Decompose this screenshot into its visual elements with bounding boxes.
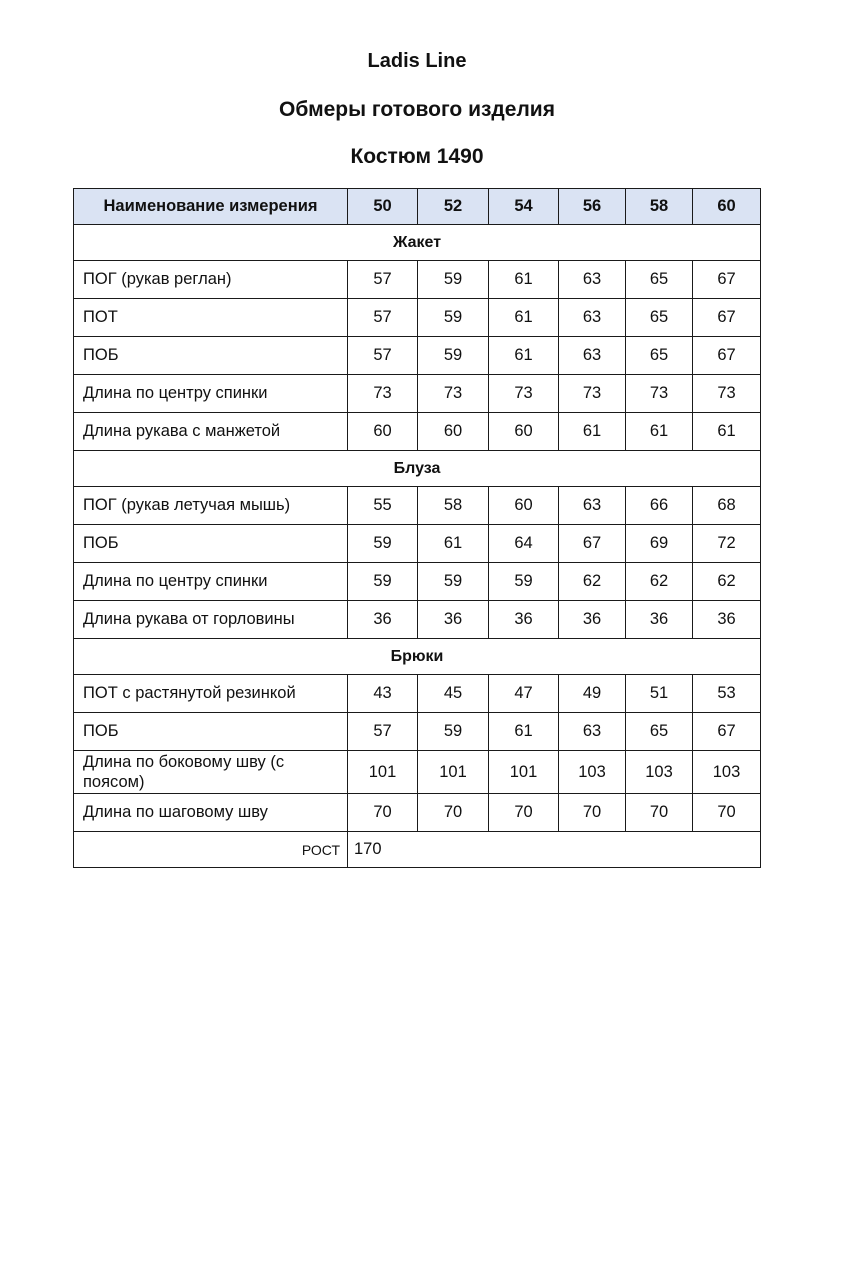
section-row-jacket <box>74 225 761 261</box>
height-label: РОСТ <box>74 832 348 868</box>
measurement-value: 65 <box>626 299 693 337</box>
product-title: Костюм 1490 <box>350 145 484 168</box>
measurement-value: 59 <box>418 299 489 337</box>
header-size: 56 <box>559 189 626 225</box>
brand-name: Ladis Line <box>367 50 467 72</box>
measurement-value: 57 <box>348 337 418 375</box>
measurement-value: 47 <box>489 675 559 713</box>
measurement-value: 59 <box>348 525 418 563</box>
measurement-value: 70 <box>418 794 489 832</box>
table-row <box>74 413 761 451</box>
measurement-value: 65 <box>626 261 693 299</box>
measurement-name: Длина рукава с манжетой <box>74 413 348 451</box>
section-row-trousers <box>74 639 761 675</box>
header-measurement-name: Наименование измерения <box>74 189 348 225</box>
table-row <box>74 299 761 337</box>
measurement-value: 70 <box>489 794 559 832</box>
measurement-value: 36 <box>626 601 693 639</box>
section-title: Блуза <box>74 451 761 487</box>
measurement-value: 73 <box>693 375 761 413</box>
measurement-value: 70 <box>348 794 418 832</box>
measurement-value: 51 <box>626 675 693 713</box>
measurement-value: 69 <box>626 525 693 563</box>
measurement-value: 67 <box>693 261 761 299</box>
measurement-value: 67 <box>559 525 626 563</box>
measurement-value: 73 <box>489 375 559 413</box>
measurement-value: 59 <box>418 713 489 751</box>
measurement-value: 63 <box>559 261 626 299</box>
height-row <box>74 832 761 868</box>
measurement-name: Длина рукава от горловины <box>74 601 348 639</box>
measurement-value: 62 <box>626 563 693 601</box>
measurement-value: 67 <box>693 713 761 751</box>
section-title: Брюки <box>74 639 761 675</box>
measurement-name: ПОБ <box>74 525 348 563</box>
measurement-value: 61 <box>418 525 489 563</box>
measurement-value: 36 <box>559 601 626 639</box>
header-size: 60 <box>693 189 761 225</box>
measurement-value: 70 <box>626 794 693 832</box>
measurement-value: 36 <box>418 601 489 639</box>
height-value: 170 <box>348 832 418 868</box>
measurement-name: ПОГ (рукав реглан) <box>74 261 348 299</box>
measurement-value: 68 <box>693 487 761 525</box>
measurement-value: 73 <box>348 375 418 413</box>
measurement-value: 36 <box>489 601 559 639</box>
table-row <box>74 375 761 413</box>
table-row <box>74 794 761 832</box>
measurement-value: 101 <box>418 751 489 794</box>
measurement-name: ПОБ <box>74 337 348 375</box>
measurement-name: Длина по центру спинки <box>74 375 348 413</box>
measurement-value: 59 <box>489 563 559 601</box>
measurement-value: 57 <box>348 261 418 299</box>
measurement-value: 59 <box>418 261 489 299</box>
header-size: 58 <box>626 189 693 225</box>
measurement-value: 59 <box>418 563 489 601</box>
measurement-value: 61 <box>559 413 626 451</box>
measurement-value: 65 <box>626 713 693 751</box>
measurement-value: 45 <box>418 675 489 713</box>
table-row <box>74 601 761 639</box>
measurements-table <box>73 188 761 868</box>
measurement-value: 101 <box>489 751 559 794</box>
measurement-value: 61 <box>489 261 559 299</box>
measurement-value: 63 <box>559 337 626 375</box>
header-size: 54 <box>489 189 559 225</box>
section-row-blouse <box>74 451 761 487</box>
measurement-value: 59 <box>348 563 418 601</box>
measurement-value: 61 <box>626 413 693 451</box>
measurement-value: 62 <box>559 563 626 601</box>
table-row <box>74 751 761 794</box>
measurement-value: 103 <box>559 751 626 794</box>
measurement-value: 60 <box>348 413 418 451</box>
header-size: 50 <box>348 189 418 225</box>
measurement-value: 67 <box>693 337 761 375</box>
measurement-name: ПОБ <box>74 713 348 751</box>
measurement-value: 60 <box>489 413 559 451</box>
measurement-value: 61 <box>693 413 761 451</box>
measurement-value: 59 <box>418 337 489 375</box>
measurement-value: 58 <box>418 487 489 525</box>
measurement-value: 63 <box>559 299 626 337</box>
measurement-value: 103 <box>693 751 761 794</box>
measurement-value: 60 <box>418 413 489 451</box>
measurement-value: 63 <box>559 713 626 751</box>
measurement-value: 43 <box>348 675 418 713</box>
measurement-value: 67 <box>693 299 761 337</box>
measurement-name: ПОТ с растянутой резинкой <box>74 675 348 713</box>
measurement-value: 70 <box>693 794 761 832</box>
measurement-value: 63 <box>559 487 626 525</box>
header-size: 52 <box>418 189 489 225</box>
measurement-value: 72 <box>693 525 761 563</box>
measurement-value: 57 <box>348 299 418 337</box>
table-header-row <box>74 189 761 225</box>
table-row <box>74 261 761 299</box>
measurement-value: 36 <box>348 601 418 639</box>
measurement-value: 36 <box>693 601 761 639</box>
measurement-value: 53 <box>693 675 761 713</box>
measurement-value: 103 <box>626 751 693 794</box>
measurement-value: 101 <box>348 751 418 794</box>
measurement-value: 61 <box>489 299 559 337</box>
measurement-value: 70 <box>559 794 626 832</box>
measurement-value: 49 <box>559 675 626 713</box>
height-row-empty <box>418 832 761 868</box>
measurement-name: Длина по шаговому шву <box>74 794 348 832</box>
measurement-name: ПОТ <box>74 299 348 337</box>
document-subtitle: Обмеры готового изделия <box>279 98 555 121</box>
measurement-value: 73 <box>626 375 693 413</box>
measurement-value: 65 <box>626 337 693 375</box>
measurement-name: ПОГ (рукав летучая мышь) <box>74 487 348 525</box>
measurement-value: 61 <box>489 337 559 375</box>
measurement-value: 55 <box>348 487 418 525</box>
measurement-value: 61 <box>489 713 559 751</box>
table-row <box>74 713 761 751</box>
table-row <box>74 337 761 375</box>
measurement-value: 62 <box>693 563 761 601</box>
section-title: Жакет <box>74 225 761 261</box>
measurement-value: 60 <box>489 487 559 525</box>
table-row <box>74 487 761 525</box>
measurement-value: 57 <box>348 713 418 751</box>
table-row <box>74 675 761 713</box>
table-row <box>74 525 761 563</box>
measurement-value: 73 <box>418 375 489 413</box>
measurement-name: Длина по центру спинки <box>74 563 348 601</box>
table-row <box>74 563 761 601</box>
measurement-value: 64 <box>489 525 559 563</box>
measurement-value: 73 <box>559 375 626 413</box>
measurement-name: Длина по боковому шву (с поясом) <box>74 751 348 794</box>
measurement-value: 66 <box>626 487 693 525</box>
